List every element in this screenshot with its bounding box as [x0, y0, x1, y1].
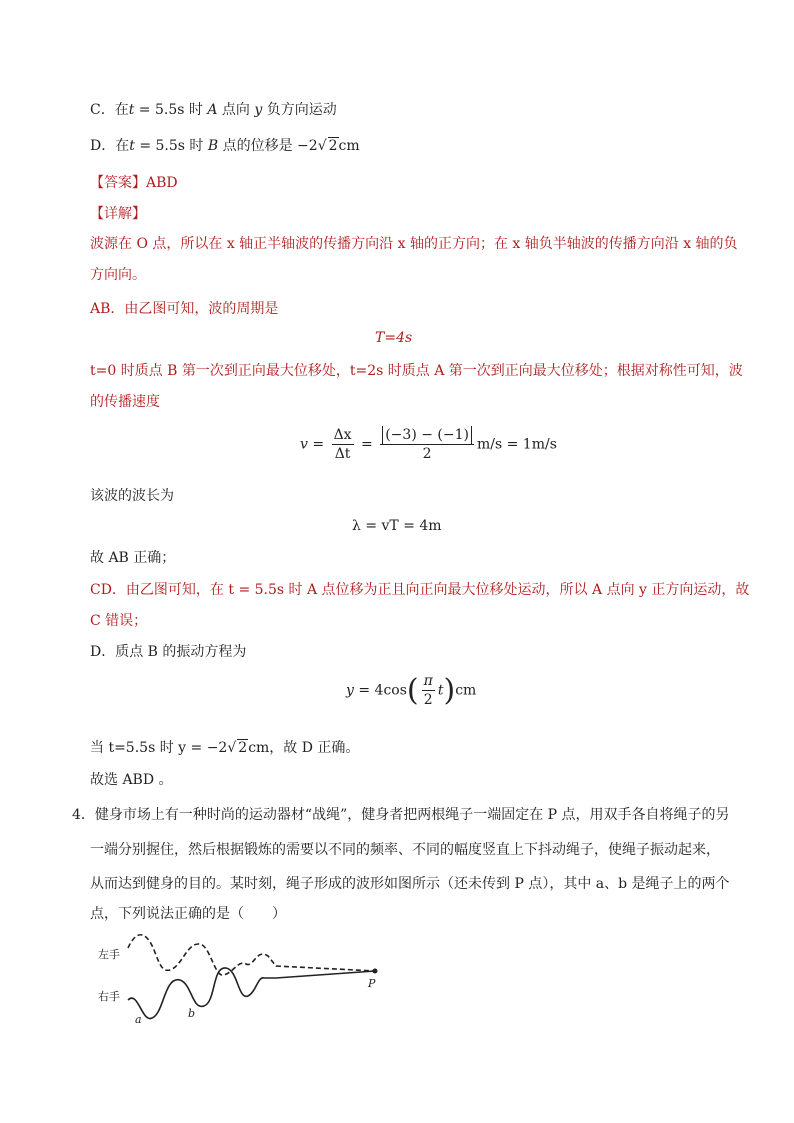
oscillation-eq: y = 4cos( $\frac{\pi}{2}$ t)cm [346, 673, 477, 708]
q4-line3: 从而达到健身的目的。某时刻，绳子形成的波形如图所示（还未传到 P 点），其中 a、b 是绳子上的两个 [90, 876, 730, 892]
option-d: D．在t = 5.5s 时 B 点的位移是 −2√ 2cm [90, 138, 360, 154]
point-p [373, 969, 378, 974]
period-eq: T=4s [375, 330, 413, 346]
ab-line-b: 的传播速度 [90, 394, 160, 410]
d-when: 当 t=5.5s 时 y = −2√ 2cm，故 D 正确。 [90, 740, 360, 756]
wavelength-intro: 该波的波长为 [90, 488, 174, 504]
point-p-label: P [368, 977, 376, 990]
d-final: 故选 ABD 。 [90, 772, 173, 788]
d-intro: D．质点 B 的振动方程为 [90, 644, 247, 660]
wavelength-eq: λ = vT = 4m [352, 518, 442, 534]
q4-line1: 4．健身市场上有一种时尚的运动器材“战绳”，健身者把两根绳子一端固定在 P 点，用双手各自将绳子的另 [72, 807, 730, 823]
right-rope-wave [128, 968, 375, 1019]
point-b-label: b [188, 1007, 196, 1020]
left-rope-wave [128, 935, 375, 975]
q4-line4: 点，下列说法正确的是（ ） [90, 906, 286, 922]
cd-line1: CD．由乙图可知，在 t = 5.5s 时 A 点位移为正且向正向最大位移处运动，所以 A 点向 y 正方向运动，故 [90, 582, 750, 598]
velocity-formula: v = $\frac{\Delta x}{\Delta t}$ = $\frac{(-3) - (-1)}{2}$ m/s = 1m/s [300, 427, 557, 462]
left-hand-label: 左手 [98, 948, 120, 961]
battle-rope-figure [80, 920, 400, 1030]
ab-intro: AB．由乙图可知，波的周期是 [90, 301, 279, 317]
option-c: C．在t = 5.5s 时 A 点向 y 负方向运动 [90, 102, 337, 118]
point-a-label: a [135, 1013, 142, 1026]
answer-line: 【答案】ABD [90, 175, 178, 191]
cd-line2: C 错误； [90, 613, 148, 629]
right-hand-label: 右手 [98, 990, 120, 1003]
ab-line-a: t=0 时质点 B 第一次到正向最大位移处，t=2s 时质点 A 第一次到正向最大位移处；根据对称性可知，波 [90, 363, 743, 379]
para1-line1: 波源在 O 点，所以在 x 轴正半轴波的传播方向沿 x 轴的正方向；在 x 轴负半轴波的传播方向沿 x 轴的负 [90, 236, 738, 252]
para1-line2: 方向向。 [90, 267, 146, 283]
detail-tag: 【详解】 [90, 206, 146, 222]
q4-line2: 一端分别握住，然后根据锻炼的需要以不同的频率、不同的幅度竖直上下抖动绳子，使绳子振动起来， [90, 842, 720, 858]
ab-conclusion: 故 AB 正确； [90, 550, 176, 566]
